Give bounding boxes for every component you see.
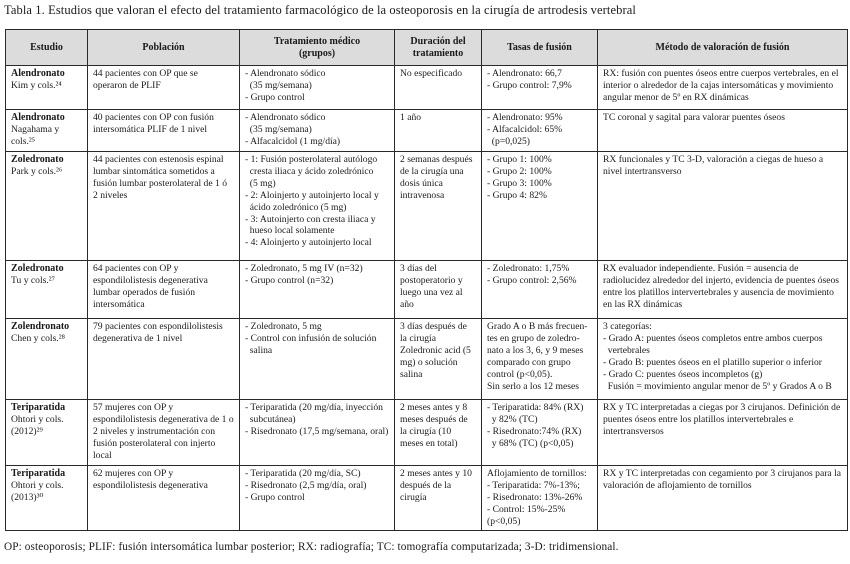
study-name: Alendronato [11, 68, 65, 79]
population-cell: 64 pacientes con OP y espondilolistesis degenerativa lumbar operados de fusión intersomática [88, 261, 240, 319]
study-cell [6, 110, 88, 152]
study-name: Teriparatida [11, 402, 66, 413]
study-ref: Chen y cols.²⁸ [11, 332, 65, 344]
study-ref: Nagahama y cols.²⁵ [11, 123, 60, 147]
population-cell: 62 mujeres con OP y espondilolistesis degenerativa [88, 466, 240, 531]
population-cell: 40 pacientes con OP con fusión intersomática PLIF de 1 nivel [88, 110, 240, 152]
population-cell: 79 pacientes con espondilolistesis degenerativa de 1 nivel [88, 319, 240, 400]
header-estudio: Estudio [6, 30, 88, 66]
study-cell [6, 319, 88, 400]
method-cell: RX evaluador independiente. Fusión = ausencia de radiolucidez alrededor del injerto, evidencia de puentes óseos entre los platillos intervertebrales y ausencia de movimiento en las RX dinámicas [598, 261, 848, 319]
duration-cell: 1 año [395, 110, 482, 152]
duration-cell: 2 meses antes y 8 meses después de la cirugía (10 meses en total) [395, 400, 482, 466]
study-ref: Park y cols.²⁶ [11, 165, 63, 177]
study-name: Zoledronato [11, 263, 64, 274]
study-cell [6, 400, 88, 466]
study-name: Zolendronato [11, 321, 70, 332]
fusion-cell: - Grupo 1: 100% - Grupo 2: 100% - Grupo 3: 100% - Grupo 4: 82% [482, 152, 598, 261]
study-name: Zoledronato [11, 154, 64, 165]
study-ref: Ohtori y cols. (2012)²⁹ [11, 413, 64, 437]
table-row [6, 400, 848, 466]
header-tratamiento: Tratamiento médico (grupos) [240, 30, 395, 66]
fusion-cell: Grado A o B más frecuen- tes en grupo de zoledro- nato a los 3, 6, y 9 meses comparado con grupo control (p<0,05). Sin serlo a los 12 meses [482, 319, 598, 400]
study-ref: Kim y cols.²⁴ [11, 79, 62, 91]
method-cell: RX: fusión con puentes óseos entre cuerpos vertebrales, en el interior o alrededor de la cajas intersomáticas y movimiento angular menor de 5º en RX dinámicas [598, 66, 848, 110]
method-cell: RX y TC interpretadas con cegamiento por 3 cirujanos para la valoración de aflojamiento de tornillos [598, 466, 848, 531]
study-ref: Ohtori y cols. (2013)³⁰ [11, 479, 64, 503]
treatment-cell: - 1: Fusión posterolateral autólogo cresta iliaca y ácido zoledrónico (5 mg) - 2: Aloinjerto y autoinjerto local y ácido zoledrónico (5 mg) - 3: Autoinjerto con cresta iliaca y hueso local solamente - 4: Aloinjerto y autoinjerto local [240, 152, 395, 261]
study-cell [6, 66, 88, 110]
studies-table [5, 29, 848, 531]
duration-cell: No especificado [395, 66, 482, 110]
fusion-cell: - Teriparatida: 84% (RX) y 82% (TC) - Risedronato:74% (RX) y 68% (TC) (p<0,05) [482, 400, 598, 466]
fusion-cell: - Zoledronato: 1,75% - Grupo control: 2,56% [482, 261, 598, 319]
treatment-cell: - Zoledronato, 5 mg IV (n=32) - Grupo control (n=32) [240, 261, 395, 319]
population-cell: 44 pacientes con estenosis espinal lumbar sintomática sometidos a fusión lumbar posterolateral de 1 ó 2 niveles [88, 152, 240, 261]
table-footnote: OP: osteoporosis; PLIF: fusión intersomática lumbar posterior; RX: radiografía; TC: tomografía computarizada; 3-D: tridimensional. [4, 541, 619, 553]
header-tasas-fusion: Tasas de fusión [482, 30, 598, 66]
table-row [6, 466, 848, 531]
method-cell: 3 categorías: - Grado A: puentes óseos completos entre ambos cuerpos vertebrales - Grado B: puentes óseos en el platillo superior o inferior - Grado C: puentes óseos incompletos (g) Fusión = movimiento angular menor de 5º y Grados A o B [598, 319, 848, 400]
table-row [6, 110, 848, 152]
study-name: Alendronato [11, 112, 65, 123]
method-cell: TC coronal y sagital para valorar puentes óseos [598, 110, 848, 152]
method-cell: RX funcionales y TC 3-D, valoración a ciegas de hueso a nivel intertransverso [598, 152, 848, 261]
duration-cell: 2 meses antes y 10 después de la cirugía [395, 466, 482, 531]
table-row [6, 319, 848, 400]
header-metodo: Método de valoración de fusión [598, 30, 848, 66]
study-ref: Tu y cols.²⁷ [11, 274, 55, 286]
treatment-cell: - Alendronato sódico (35 mg/semana) - Grupo control [240, 66, 395, 110]
treatment-cell: - Teriparatida (20 mg/día, inyección subcutánea) - Risedronato (17,5 mg/semana, oral) [240, 400, 395, 466]
header-poblacion: Población [88, 30, 240, 66]
method-cell: RX y TC interpretadas a ciegas por 3 cirujanos. Definición de puentes óseos entre los platillos intervertebrales e intertransversos [598, 400, 848, 466]
table-row [6, 66, 848, 110]
study-name: Teriparatida [11, 468, 66, 479]
header-row [6, 30, 848, 66]
population-cell: 44 pacientes con OP que se operaron de PLIF [88, 66, 240, 110]
duration-cell: 2 semanas después de la cirugía una dosis única intravenosa [395, 152, 482, 261]
study-cell [6, 466, 88, 531]
treatment-cell: - Zoledronato, 5 mg - Control con infusión de solución salina [240, 319, 395, 400]
table-title: Tabla 1. Estudios que valoran el efecto del tratamiento farmacológico de la osteoporosis en la cirugía de artrodesis vertebral [4, 3, 636, 17]
fusion-cell: Aflojamiento de tornillos: - Teriparatida: 7%-13%; - Risedronato: 13%-26% - Control: 15%-25% (p<0,05) [482, 466, 598, 531]
fusion-cell: - Alendronato: 66,7 - Grupo control: 7,9% [482, 66, 598, 110]
fusion-cell: - Alendronato: 95% - Alfacalcidol: 65% (p=0,025) [482, 110, 598, 152]
study-cell [6, 261, 88, 319]
treatment-cell: - Teriparatida (20 mg/día, SC) - Risedronato (2,5 mg/día, oral) - Grupo control [240, 466, 395, 531]
study-cell [6, 152, 88, 261]
duration-cell: 3 días después de la cirugía Zoledronic acid (5 mg) o solución salina [395, 319, 482, 400]
table-row [6, 152, 848, 261]
header-duracion: Duración del tratamiento [395, 30, 482, 66]
treatment-cell: - Alendronato sódico (35 mg/semana) - Alfacalcidol (1 mg/día) [240, 110, 395, 152]
table-row [6, 261, 848, 319]
population-cell: 57 mujeres con OP y espondilolistesis degenerativa de 1 o 2 niveles y instrumentación con fusión posterolateral con injerto local [88, 400, 240, 466]
duration-cell: 3 días del postoperatorio y luego una vez al año [395, 261, 482, 319]
